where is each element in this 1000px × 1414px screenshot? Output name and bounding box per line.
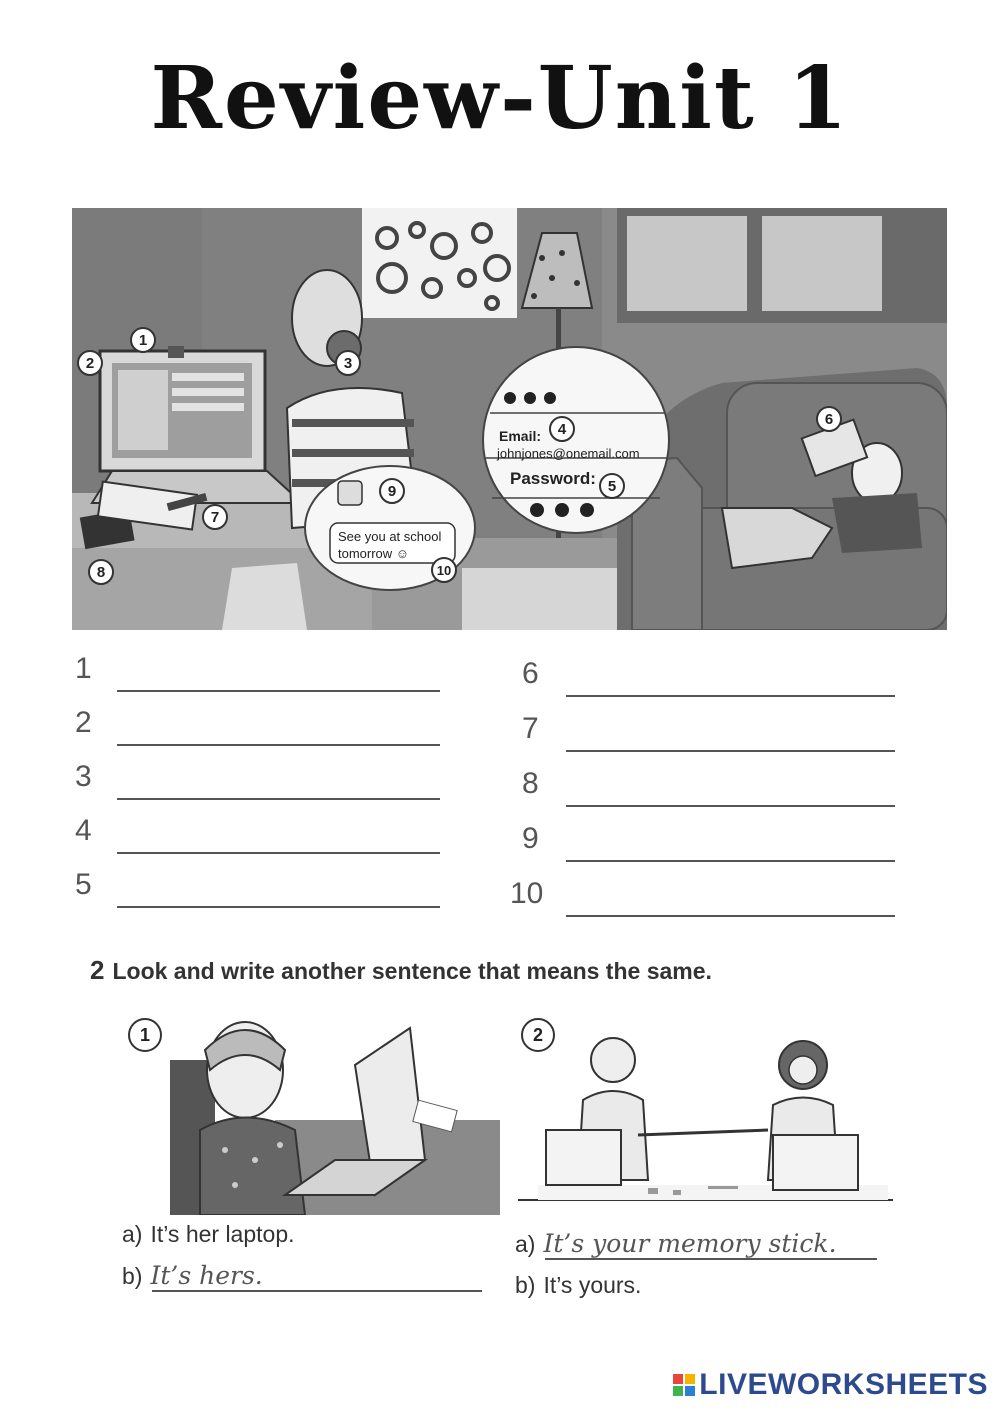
item2-sentence-a xyxy=(515,1229,837,1258)
instruction-text: Look and write another sentence that means the same. xyxy=(112,958,712,984)
answer-line xyxy=(566,750,895,752)
answer-number: 6 xyxy=(522,657,539,690)
marker-3: 3 xyxy=(343,355,353,372)
exercise-number: 2 xyxy=(90,955,105,985)
marker-1: 1 xyxy=(138,332,148,349)
label-b: b) xyxy=(122,1263,143,1289)
answer-line xyxy=(117,690,440,692)
answer-line xyxy=(117,744,440,746)
marker-7: 7 xyxy=(210,509,220,526)
answer-number: 9 xyxy=(522,822,539,855)
answer-line xyxy=(117,798,440,800)
answer-row xyxy=(510,657,895,697)
example-answer: It’s hers. xyxy=(150,1261,263,1290)
picture-marker-2: 2 xyxy=(521,1018,555,1052)
answer-input-8[interactable] xyxy=(566,776,895,804)
exercise2-instruction xyxy=(90,955,712,986)
logo-text: LIVEWORKSHEETS xyxy=(699,1368,988,1401)
logo-squares-icon xyxy=(673,1374,695,1396)
answer-number: 1 xyxy=(75,652,92,685)
label-b: b) xyxy=(515,1272,536,1298)
email-value: johnjones@onemail.com xyxy=(497,446,640,461)
answer-underline xyxy=(152,1290,482,1292)
marker-4: 4 xyxy=(557,421,567,438)
answer-number: 2 xyxy=(75,706,92,739)
item1-sentence-b xyxy=(122,1261,263,1290)
liveworksheets-logo[interactable] xyxy=(673,1368,988,1402)
sentence-text: It’s yours. xyxy=(543,1272,642,1298)
picture-girl-laptop xyxy=(125,1010,500,1215)
page-title: Review-Unit 1 xyxy=(150,48,850,149)
room-illustration xyxy=(72,208,947,630)
marker-6: 6 xyxy=(824,411,834,428)
item1-sentence-a xyxy=(122,1221,295,1248)
svg-text:See you at school: See you at school xyxy=(338,529,442,544)
answer-row xyxy=(75,652,440,692)
answer-line xyxy=(566,860,895,862)
answer-underline xyxy=(545,1258,877,1260)
answer-number: 4 xyxy=(75,814,92,847)
marker-9: 9 xyxy=(387,483,397,500)
answer-line xyxy=(117,852,440,854)
answer-number: 10 xyxy=(510,877,544,910)
answer-line xyxy=(566,805,895,807)
answer-input-9[interactable] xyxy=(566,831,895,859)
answer-input-2[interactable] xyxy=(117,715,441,743)
picture-two-students xyxy=(518,1010,893,1210)
answer-row xyxy=(75,868,440,908)
marker-10: 10 xyxy=(436,563,452,578)
answer-row xyxy=(510,767,895,807)
answer-row xyxy=(75,760,440,800)
answer-row xyxy=(510,712,895,752)
example-answer: It’s your memory stick. xyxy=(543,1229,837,1258)
answer-row xyxy=(75,814,440,854)
answer-number: 7 xyxy=(522,712,539,745)
answer-row xyxy=(510,877,895,917)
answer-row xyxy=(510,822,895,862)
label-a: a) xyxy=(122,1221,143,1247)
answer-input-7[interactable] xyxy=(566,721,895,749)
answer-input-4[interactable] xyxy=(117,823,441,851)
answer-number: 3 xyxy=(75,760,92,793)
answer-input-1[interactable] xyxy=(117,661,441,689)
answer-number: 5 xyxy=(75,868,92,901)
password-label: Password: xyxy=(510,469,596,488)
svg-text:tomorrow ☺: tomorrow ☺ xyxy=(338,546,410,561)
marker-2: 2 xyxy=(85,355,95,372)
answer-input-6[interactable] xyxy=(566,666,895,694)
label-a: a) xyxy=(515,1231,536,1257)
answer-row xyxy=(75,706,440,746)
answer-input-5[interactable] xyxy=(117,877,441,905)
answer-line xyxy=(566,695,895,697)
answer-number: 8 xyxy=(522,767,539,800)
marker-8: 8 xyxy=(96,564,106,581)
picture-marker-1: 1 xyxy=(128,1018,162,1052)
answer-line xyxy=(566,915,895,917)
marker-5: 5 xyxy=(607,478,617,495)
answer-input-10[interactable] xyxy=(566,886,895,914)
email-label: Email: xyxy=(499,428,542,444)
answer-input-3[interactable] xyxy=(117,769,441,797)
sentence-text: It’s her laptop. xyxy=(150,1221,295,1247)
answer-line xyxy=(117,906,440,908)
item2-sentence-b xyxy=(515,1272,641,1299)
